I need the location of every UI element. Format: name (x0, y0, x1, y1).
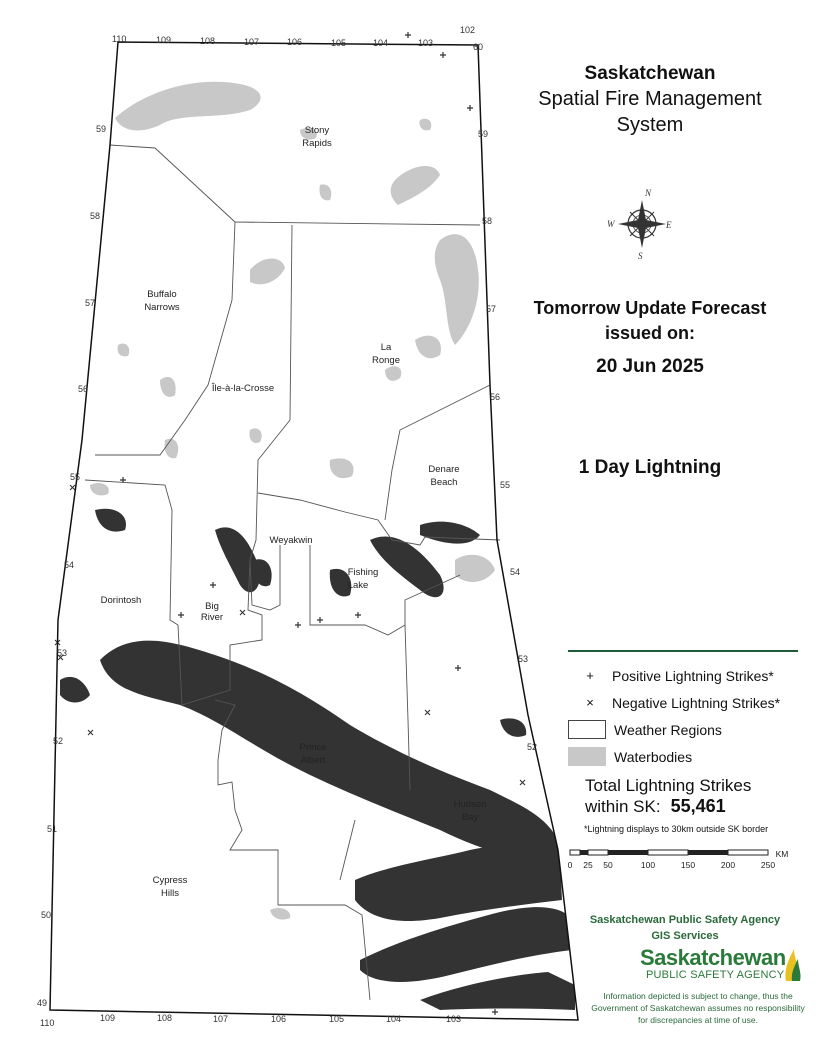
lat-right-54: 54 (510, 567, 521, 577)
compass-w: W (607, 219, 615, 229)
lat-left-49: 49 (37, 998, 48, 1008)
compass-s: S (638, 251, 643, 261)
lat-right-58: 58 (482, 216, 493, 226)
total-label-line1: Total Lightning Strikes (585, 776, 752, 795)
lon-top-110: 110 (112, 34, 127, 44)
total-value: 55,461 (670, 796, 726, 816)
place-fishing-lake-2: Lake (347, 580, 369, 591)
lat-left-60: 60 (473, 42, 484, 52)
lon-bottom-105: 105 (329, 1014, 345, 1024)
disclaimer: Information depicted is subject to change, thus the Government of Saskatchewan assumes no responsibility for discrepancies at time of use. (591, 991, 805, 1025)
legend-rule (568, 650, 798, 652)
place-la-ronge-1: La (380, 342, 392, 353)
scale-200: 200 (720, 860, 736, 870)
legend-positive-label: Positive Lightning Strikes* (612, 667, 774, 684)
lat-right-59: 59 (478, 129, 489, 139)
agency-credit (575, 912, 795, 944)
legend-negative-label: Negative Lightning Strikes* (612, 694, 781, 711)
agency-line1: Saskatchewan Public Safety Agency (589, 914, 781, 926)
lon-bottom-104: 104 (386, 1014, 402, 1024)
place-stony-rapids-1: Stony (304, 125, 330, 136)
forecast-product: 1 Day Lightning (578, 457, 722, 478)
lon-top-103: 103 (418, 38, 434, 48)
lon-bottom-110: 110 (40, 1018, 55, 1028)
compass-rose-icon (607, 188, 672, 261)
compass-e: E (666, 220, 672, 230)
place-big-river-2: River (200, 612, 224, 623)
water-swatch-icon (568, 747, 606, 766)
lon-top-102: 102 (460, 25, 476, 35)
title-line2: Spatial Fire Management (538, 88, 762, 110)
place-cypress-hills-2: Hills (161, 888, 179, 899)
footnote: *Lightning displays to 30km outside SK border (584, 824, 769, 834)
lat-right-56: 56 (490, 392, 501, 402)
place-hudson-bay-2: Bay (461, 812, 479, 823)
place-denare-beach-2: Beach (430, 477, 458, 488)
place-hudson-bay-1: Hudson (453, 799, 487, 810)
lon-top-106: 106 (287, 37, 303, 47)
legend-water-label: Waterbodies (614, 748, 693, 765)
lat-right-51: 51 (534, 829, 545, 839)
lon-bottom-109: 109 (100, 1013, 116, 1023)
title-line3: System (616, 114, 684, 136)
logo-line1: Saskatchewan (640, 945, 786, 970)
place-buffalo-narrows-1: Buffalo (147, 289, 177, 300)
lon-bottom-103: 103 (446, 1014, 462, 1024)
lon-bottom-106: 106 (271, 1014, 287, 1024)
place-ile-a-la-crosse: Île-à-la-Crosse (211, 383, 275, 394)
place-buffalo-narrows-2: Narrows (144, 302, 180, 313)
lon-top-107: 107 (244, 37, 260, 47)
place-prince-albert-1: Prince (299, 742, 327, 753)
place-dorintosh: Dorintosh (100, 595, 142, 606)
lon-top-109: 109 (156, 35, 172, 45)
lat-left-53: 53 (57, 648, 68, 658)
total-strikes (585, 775, 751, 817)
scale-250: 250 (760, 860, 776, 870)
lon-bottom-107: 107 (213, 1014, 229, 1024)
lat-right-53: 53 (518, 654, 529, 664)
lon-top-108: 108 (200, 36, 216, 46)
legend-negative (568, 689, 798, 716)
lat-left-50: 50 (41, 910, 52, 920)
lon-top-104: 104 (373, 38, 389, 48)
lon-top-105: 105 (331, 38, 347, 48)
place-weyakwin: Weyakwin (269, 535, 313, 546)
legend-regions (568, 716, 798, 743)
spsa-logo (640, 945, 805, 987)
agency-line2: GIS Services (651, 930, 719, 942)
place-prince-albert-2: Albert (300, 755, 326, 766)
scale-25: 25 (583, 860, 593, 870)
forecast-heading-line1: Tomorrow Update Forecast (533, 298, 767, 318)
flame-icon (782, 947, 804, 981)
cross-icon: × (586, 695, 594, 710)
place-cypress-hills-1: Cypress (152, 875, 188, 886)
scale-0: 0 (567, 860, 573, 870)
forecast-date: 20 Jun 2025 (596, 356, 704, 377)
legend-positive (568, 662, 798, 689)
scale-100: 100 (640, 860, 656, 870)
lat-left-51: 51 (47, 824, 58, 834)
region-swatch-icon (568, 720, 606, 739)
legend-regions-label: Weather Regions (614, 721, 722, 738)
forecast-heading-line2: issued on: (604, 323, 695, 343)
lat-left-54: 54 (64, 560, 75, 570)
lat-right-55: 55 (500, 480, 511, 490)
place-fishing-lake-1: Fishing (347, 567, 379, 578)
legend (568, 650, 798, 770)
place-denare-beach-1: Denare (428, 464, 460, 475)
lon-bottom-108: 108 (157, 1013, 173, 1023)
lat-left-56: 56 (78, 384, 89, 394)
lat-left-58: 58 (90, 211, 101, 221)
map-title (500, 62, 800, 138)
scale-50: 50 (603, 860, 613, 870)
forecast-heading (500, 296, 800, 346)
lat-right-50: 50 (541, 916, 552, 926)
total-label-line2: within SK: (585, 797, 661, 816)
scale-150: 150 (680, 860, 696, 870)
legend-water (568, 743, 798, 770)
place-stony-rapids-2: Rapids (302, 138, 332, 149)
place-big-river-1: Big (205, 601, 219, 612)
place-la-ronge-2: Ronge (372, 355, 400, 366)
lat-left-55: 55 (70, 472, 81, 482)
plus-icon: + (586, 668, 594, 683)
logo-line2: PUBLIC SAFETY AGENCY (646, 969, 785, 981)
title-line1: Saskatchewan (584, 63, 716, 84)
scale-unit: KM (775, 849, 789, 859)
scale-bar (566, 846, 806, 874)
lat-left-57: 57 (85, 298, 96, 308)
lat-left-52: 52 (53, 736, 64, 746)
lat-left-59: 59 (96, 124, 107, 134)
compass-n: N (645, 188, 652, 198)
lat-right-52: 52 (527, 742, 538, 752)
lat-right-57: 57 (486, 304, 497, 314)
